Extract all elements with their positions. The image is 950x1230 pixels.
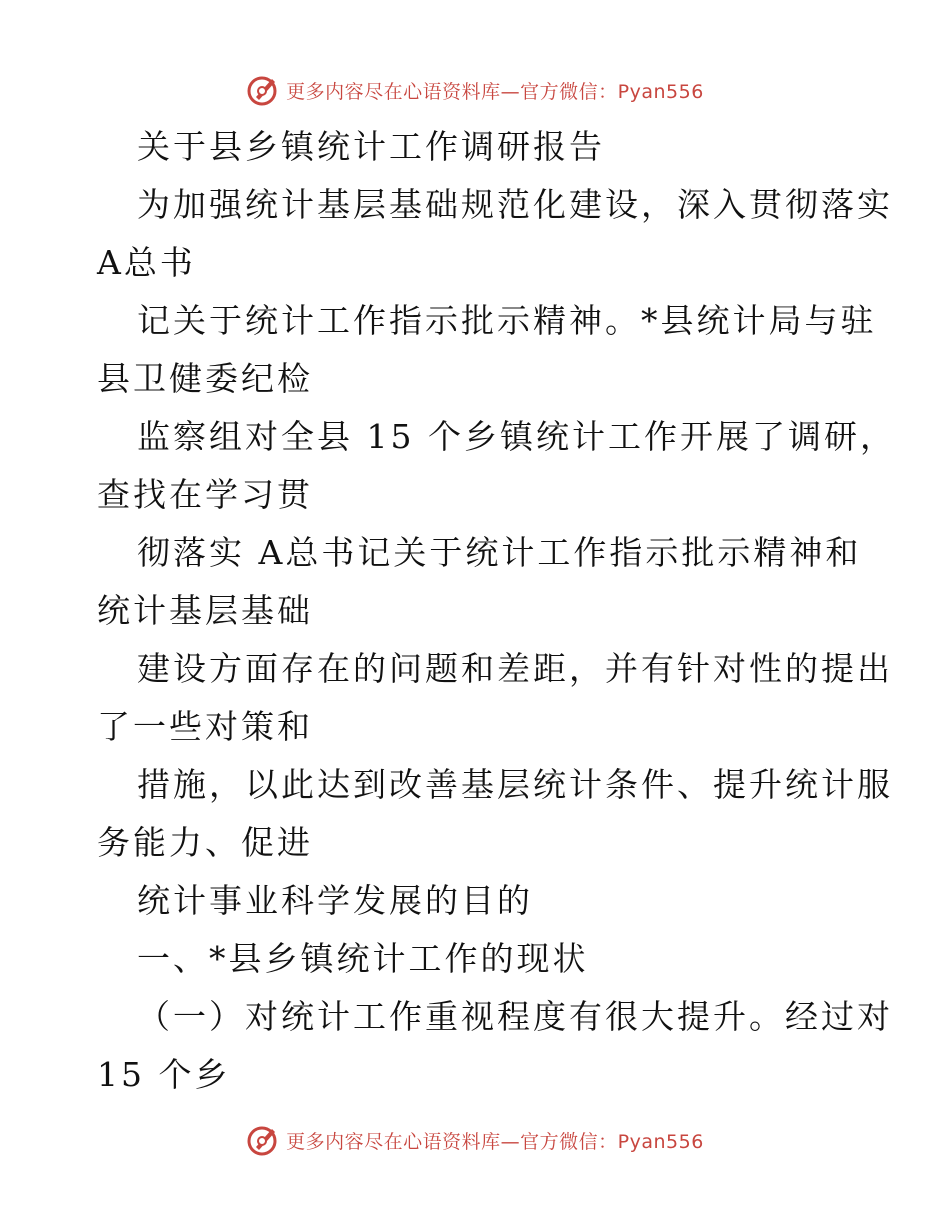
watermark-wechat-text: 官方微信：Pyan556 — [520, 1130, 704, 1153]
doc-line: 务能力、促进 — [97, 823, 313, 862]
watermark-banner-top — [0, 70, 950, 110]
watermark-separator: — — [500, 1130, 521, 1153]
doc-line: 统计基层基础 — [97, 591, 313, 630]
watermark-text — [286, 77, 704, 104]
doc-line: 彻落实 A总书记关于统计工作指示批示精神和 — [137, 533, 862, 572]
pen-circle-logo-icon — [246, 73, 280, 107]
doc-line: 建设方面存在的问题和差距，并有针对性的提出 — [137, 649, 893, 688]
doc-line: 统计事业科学发展的目的 — [137, 881, 533, 920]
doc-line: 了一些对策和 — [97, 707, 313, 746]
doc-line: 一、*县乡镇统计工作的现状 — [137, 939, 589, 978]
doc-line: 记关于统计工作指示批示精神。*县统计局与驻 — [137, 301, 877, 340]
doc-line: A总书 — [97, 243, 196, 282]
doc-line: 查找在学习贯 — [97, 475, 313, 514]
pen-circle-logo-icon — [246, 1123, 280, 1157]
doc-line: 为加强统计基层基础规范化建设，深入贯彻落实 — [137, 185, 893, 224]
watermark-site-text: 更多内容尽在心语资料库 — [286, 1130, 501, 1153]
watermark-separator: — — [500, 80, 521, 103]
doc-line: 县卫健委纪检 — [97, 359, 313, 398]
watermark-site-text: 更多内容尽在心语资料库 — [286, 80, 501, 103]
watermark-banner-bottom — [0, 1120, 950, 1160]
watermark-wechat-text: 官方微信：Pyan556 — [520, 80, 704, 103]
doc-line: 15 个乡 — [97, 1055, 231, 1094]
watermark-text — [286, 1127, 704, 1154]
doc-line: （一）对统计工作重视程度有很大提升。经过对 — [137, 997, 893, 1036]
doc-line: 监察组对全县 15 个乡镇统计工作开展了调研， — [137, 417, 896, 456]
doc-line: 关于县乡镇统计工作调研报告 — [137, 127, 605, 166]
document-body — [97, 118, 896, 1104]
doc-line: 措施，以此达到改善基层统计条件、提升统计服 — [137, 765, 893, 804]
